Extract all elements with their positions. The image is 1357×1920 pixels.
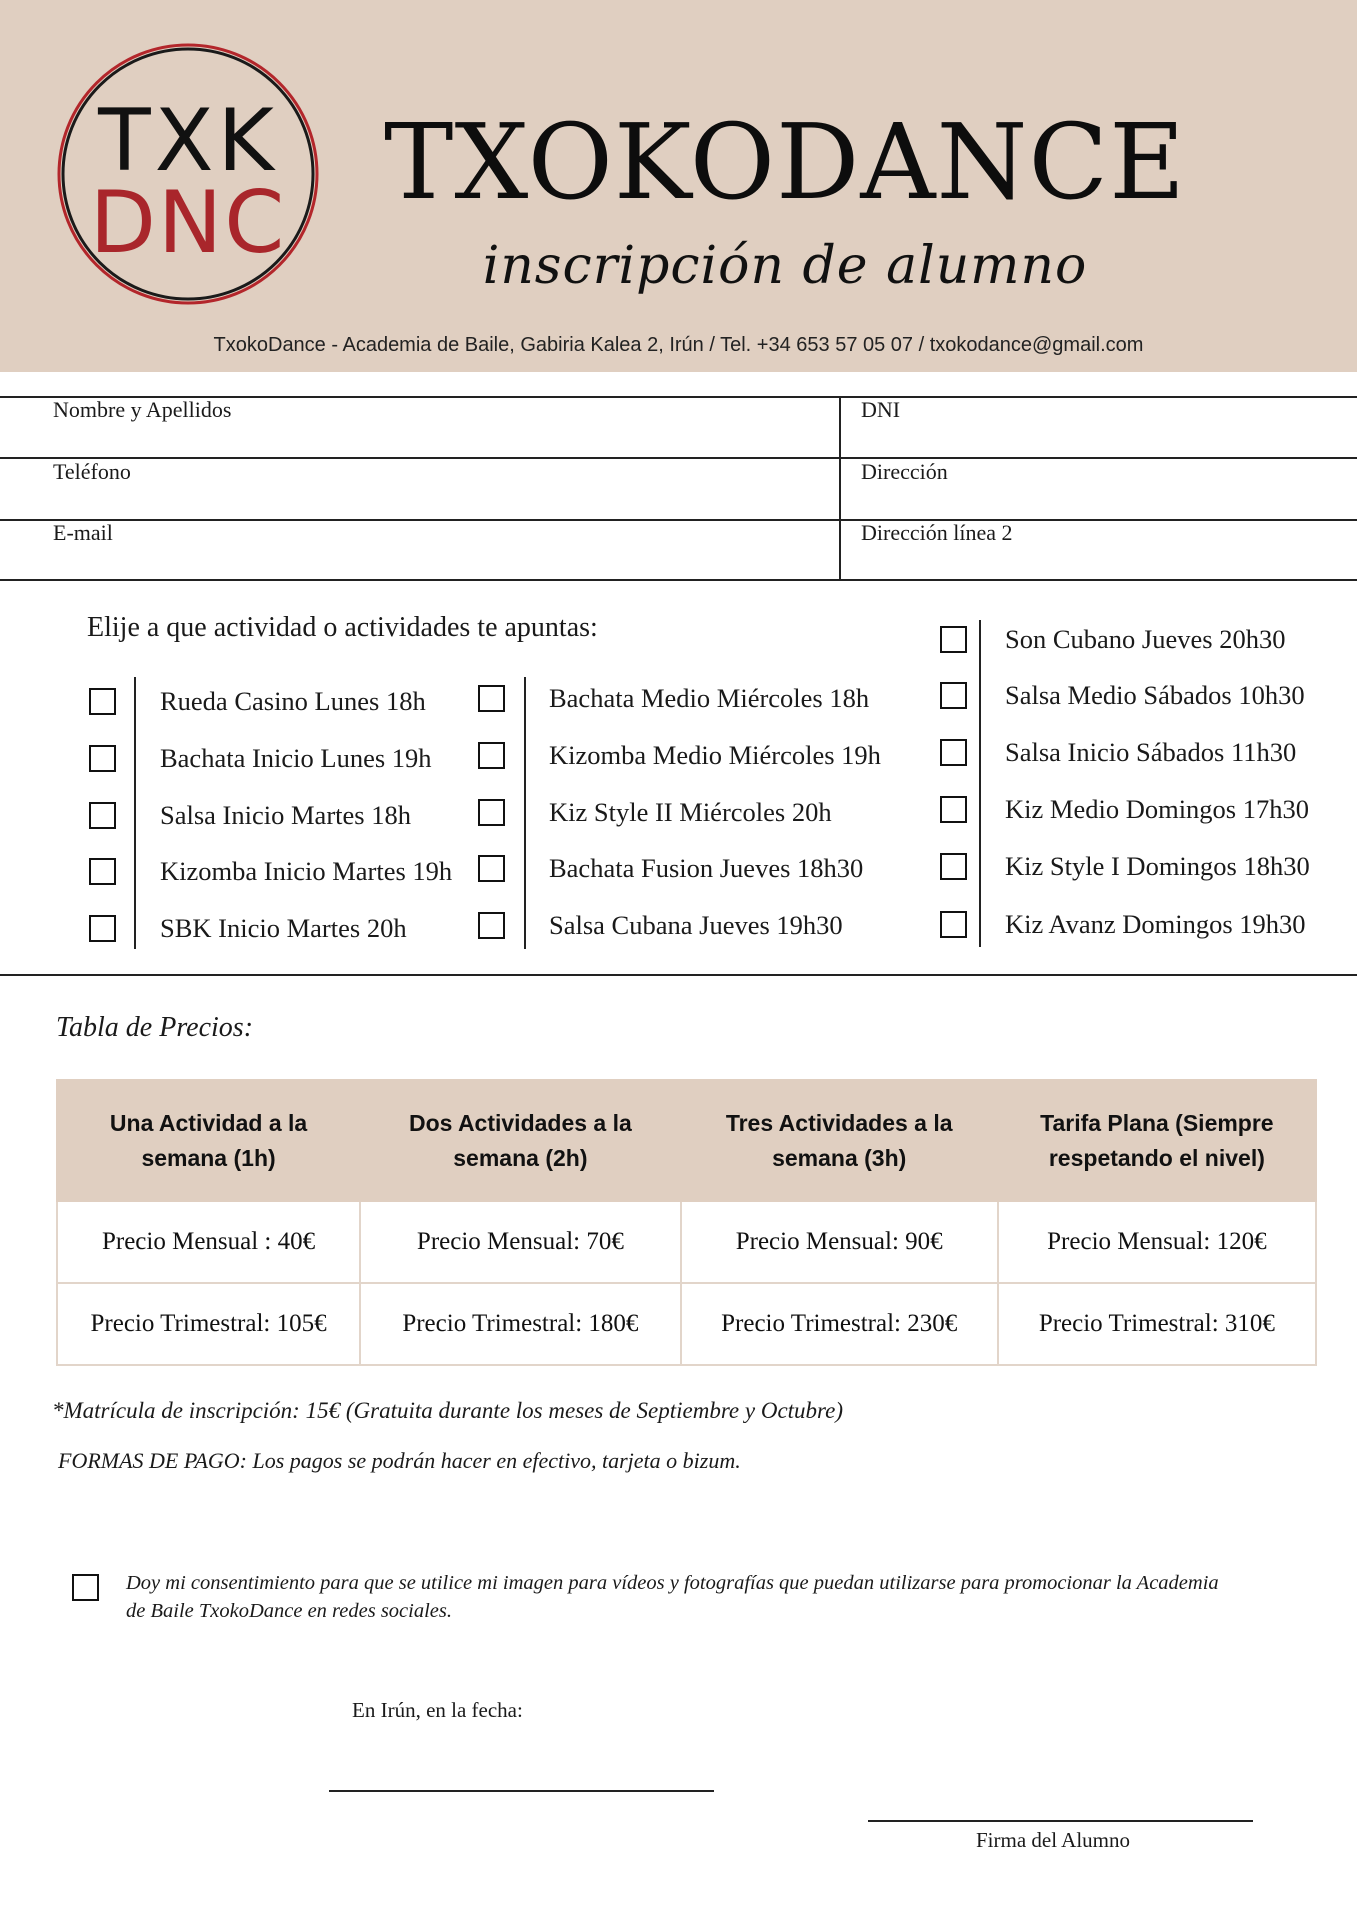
activity-label: Bachata Inicio Lunes 19h	[160, 742, 432, 773]
activity-label: Rueda Casino Lunes 18h	[160, 685, 426, 716]
activity-checkbox[interactable]	[478, 742, 505, 769]
activity-label: Bachata Medio Miércoles 18h	[549, 682, 870, 713]
activity-option[interactable]	[89, 849, 452, 893]
consent-text: Doy mi consentimiento para que se utilice mi imagen para vídeos y fotografías que puedan utilizarse para promocionar la Academia de Baile TxokoDance en redes sociales.	[126, 1572, 1219, 1622]
price-table	[56, 1079, 1317, 1366]
activity-label: Son Cubano Jueves 20h30	[1005, 623, 1286, 654]
name-field[interactable]: Nombre y Apellidos	[53, 397, 232, 422]
activity-option[interactable]	[478, 903, 843, 947]
activity-label: Kiz Medio Domingos 17h30	[1005, 793, 1309, 824]
field-divider	[0, 519, 1357, 521]
activity-column-divider	[979, 620, 981, 947]
price-header-row	[57, 1080, 1316, 1201]
activity-option[interactable]	[478, 846, 863, 890]
activity-checkbox[interactable]	[89, 802, 116, 829]
activity-label: Salsa Cubana Jueves 19h30	[549, 909, 843, 940]
price-cell: Precio Trimestral: 105€	[57, 1283, 360, 1365]
activity-checkbox[interactable]	[89, 688, 116, 715]
activity-checkbox[interactable]	[940, 853, 967, 880]
activity-option[interactable]	[940, 730, 1296, 774]
phone-field[interactable]: Teléfono	[53, 459, 131, 484]
price-quarterly-row	[57, 1283, 1316, 1365]
activity-option[interactable]	[89, 736, 432, 780]
activity-label: Kiz Avanz Domingos 19h30	[1005, 908, 1306, 939]
activity-checkbox[interactable]	[478, 855, 505, 882]
price-cell: Precio Trimestral: 180€	[360, 1283, 681, 1365]
activity-label: Salsa Medio Sábados 10h30	[1005, 679, 1305, 710]
activity-checkbox[interactable]	[478, 685, 505, 712]
signature-label: Firma del Alumno	[976, 1828, 1130, 1852]
activity-label: Kizomba Medio Miércoles 19h	[549, 739, 881, 770]
activity-option[interactable]	[940, 787, 1309, 831]
address-field[interactable]: Dirección	[861, 459, 948, 484]
price-monthly-row	[57, 1201, 1316, 1283]
activity-label: Salsa Inicio Martes 18h	[160, 799, 411, 830]
price-cell: Precio Mensual: 90€	[681, 1201, 998, 1283]
price-header: Tarifa Plana (Siempre respetando el nivel)	[998, 1080, 1316, 1201]
activity-checkbox[interactable]	[940, 796, 967, 823]
date-line[interactable]	[329, 1790, 714, 1792]
activity-checkbox[interactable]	[478, 799, 505, 826]
date-label: En Irún, en la fecha:	[352, 1698, 523, 1722]
address2-field[interactable]: Dirección línea 2	[861, 520, 1013, 545]
price-cell: Precio Trimestral: 310€	[998, 1283, 1316, 1365]
contact-line: TxokoDance - Academia de Baile, Gabiria Kalea 2, Irún / Tel. +34 653 57 05 07 / txokodance@gmail.com	[213, 334, 1144, 356]
field-divider	[0, 457, 1357, 459]
activity-option[interactable]	[940, 673, 1305, 717]
activity-label: Salsa Inicio Sábados 11h30	[1005, 736, 1297, 767]
activity-option[interactable]	[89, 906, 407, 950]
brand-title: TXOKODANCE	[384, 101, 1186, 223]
price-cell: Precio Mensual : 40€	[57, 1201, 360, 1283]
logo-bottom-text: DNC	[89, 173, 287, 273]
price-cell: Precio Mensual: 120€	[998, 1201, 1316, 1283]
activity-label: Kiz Style I Domingos 18h30	[1005, 850, 1310, 881]
activity-label: SBK Inicio Martes 20h	[160, 912, 407, 943]
activity-option[interactable]	[940, 844, 1310, 888]
dni-field[interactable]: DNI	[861, 397, 901, 422]
enrollment-note: *Matrícula de inscripción: 15€ (Gratuita durante los meses de Septiembre y Octubre)	[52, 1398, 844, 1423]
activity-checkbox[interactable]	[940, 626, 967, 653]
signature-line[interactable]	[868, 1820, 1253, 1822]
section-divider	[0, 974, 1357, 976]
activity-option[interactable]	[940, 617, 1285, 661]
header-banner	[0, 0, 1357, 372]
form-subtitle: inscripción de alumno	[482, 236, 1088, 296]
email-field[interactable]: E-mail	[53, 520, 113, 545]
activity-checkbox[interactable]	[89, 858, 116, 885]
activity-option[interactable]	[478, 790, 832, 834]
txk-dnc-logo	[56, 42, 320, 306]
payment-methods: FORMAS DE PAGO: Los pagos se podrán hacer en efectivo, tarjeta o bizum.	[58, 1448, 741, 1473]
activity-label: Kizomba Inicio Martes 19h	[160, 855, 453, 886]
price-cell: Precio Mensual: 70€	[360, 1201, 681, 1283]
activity-checkbox[interactable]	[89, 915, 116, 942]
activity-checkbox[interactable]	[89, 745, 116, 772]
activity-checkbox[interactable]	[940, 911, 967, 938]
field-divider	[0, 579, 1357, 581]
activities-title: Elije a que actividad o actividades te apuntas:	[87, 612, 598, 643]
price-cell: Precio Trimestral: 230€	[681, 1283, 998, 1365]
activity-checkbox[interactable]	[940, 682, 967, 709]
price-header: Tres Actividades a la semana (3h)	[681, 1080, 998, 1201]
consent-checkbox[interactable]	[72, 1574, 99, 1601]
activity-checkbox[interactable]	[478, 912, 505, 939]
activity-option[interactable]	[89, 793, 411, 837]
activity-option[interactable]	[478, 733, 881, 777]
price-header: Dos Actividades a la semana (2h)	[360, 1080, 681, 1201]
activity-label: Bachata Fusion Jueves 18h30	[549, 852, 864, 883]
field-column-divider	[839, 396, 841, 580]
activity-option[interactable]	[89, 679, 426, 723]
activity-checkbox[interactable]	[940, 739, 967, 766]
activity-option[interactable]	[478, 676, 869, 720]
price-header: Una Actividad a la semana (1h)	[57, 1080, 360, 1201]
logo-top-text: TXK	[98, 91, 278, 191]
price-table-title: Tabla de Precios:	[56, 1012, 254, 1043]
activity-option[interactable]	[940, 902, 1306, 946]
activity-label: Kiz Style II Miércoles 20h	[549, 796, 832, 827]
